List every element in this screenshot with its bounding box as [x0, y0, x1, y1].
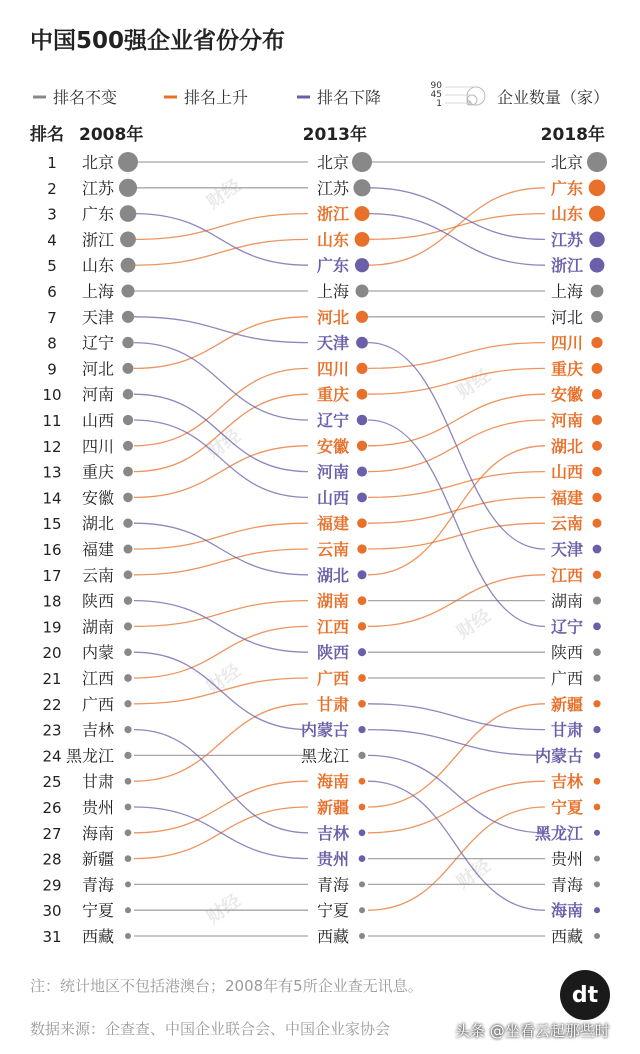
province-label-2008: 海南 [81, 823, 114, 843]
count-dot-2013 [357, 415, 368, 426]
province-label-2013: 湖南 [316, 591, 349, 611]
flow-line-2013-2018 [368, 188, 545, 240]
watermark-text: 财经 [453, 605, 495, 644]
rank-number: 29 [42, 876, 62, 895]
count-dot-2018 [593, 648, 601, 656]
count-dot-2013 [357, 467, 367, 477]
count-dot-2013 [356, 363, 367, 374]
count-dot-2013 [357, 492, 367, 502]
count-dot-2013 [358, 752, 365, 759]
rank-number: 17 [42, 566, 62, 585]
province-label-2013: 江西 [316, 617, 349, 637]
province-label-2018: 广东 [550, 178, 583, 198]
province-label-2018: 宁夏 [550, 798, 583, 817]
count-dot-2013 [352, 152, 372, 172]
count-dot-2018 [593, 545, 602, 554]
province-label-2013: 天津 [316, 333, 349, 353]
province-label-2013: 广西 [316, 669, 349, 688]
count-dot-2008 [123, 519, 132, 528]
flow-line-2008-2013 [134, 626, 308, 678]
count-dot-2013 [356, 285, 369, 298]
footnote: 注：统计地区不包括港澳台；2008年有5所企业查无讯息。 [30, 977, 423, 995]
count-dot-2013 [359, 907, 365, 913]
province-label-2008: 广西 [81, 694, 114, 714]
province-label-2008: 贵州 [81, 798, 114, 817]
rank-number: 15 [42, 515, 62, 534]
province-label-2018: 天津 [550, 540, 583, 559]
rank-number: 25 [42, 773, 62, 792]
province-label-2018: 安徽 [550, 385, 583, 405]
province-label-2013: 上海 [316, 282, 349, 301]
flow-line-2008-2013 [134, 317, 308, 369]
rank-number: 9 [47, 360, 57, 379]
count-dot-2018 [591, 285, 604, 298]
rank-number: 12 [42, 437, 62, 456]
count-dot-2018 [593, 571, 601, 579]
count-dot-2013 [355, 232, 370, 247]
province-label-2013: 北京 [316, 153, 349, 172]
count-dot-2008 [124, 622, 132, 630]
rank-number: 1 [47, 154, 57, 172]
count-dot-2008 [118, 152, 138, 172]
count-dot-2018 [592, 415, 602, 425]
flow-line-2013-2018 [368, 343, 545, 369]
rank-number: 7 [47, 308, 57, 327]
count-dot-2008 [122, 337, 133, 348]
province-label-2008: 江苏 [81, 178, 114, 198]
flow-line-2008-2013 [134, 343, 308, 420]
count-dot-2018 [592, 363, 603, 374]
count-dot-2008 [125, 778, 132, 785]
count-dot-2013 [357, 441, 367, 451]
rank-number: 26 [42, 799, 62, 817]
flow-line-2008-2013 [134, 601, 308, 653]
count-dot-2013 [357, 570, 366, 579]
rank-number: 23 [42, 721, 62, 740]
rank-number: 20 [42, 644, 62, 663]
count-dot-2013 [356, 337, 368, 349]
flow-line-2008-2013 [134, 781, 308, 833]
rank-number: 10 [42, 386, 62, 405]
watermark-text: 财经 [453, 365, 495, 404]
province-label-2018: 辽宁 [550, 617, 583, 637]
province-label-2013: 河北 [316, 307, 349, 327]
province-label-2008: 山西 [81, 411, 114, 430]
province-label-2013: 吉林 [316, 823, 349, 843]
flow-line-2008-2013 [134, 730, 308, 833]
count-dot-2018 [594, 830, 600, 836]
rank-number: 21 [42, 670, 62, 688]
province-label-2018: 青海 [550, 875, 583, 895]
province-label-2018: 河南 [550, 411, 583, 430]
legend-size-tick: 90 [430, 81, 442, 91]
count-dot-2013 [359, 829, 366, 836]
count-dot-2008 [123, 467, 133, 477]
province-label-2013: 河南 [316, 462, 349, 482]
province-label-2013: 西藏 [316, 927, 349, 946]
count-dot-2013 [355, 258, 369, 272]
count-dot-2018 [592, 519, 601, 528]
province-label-2013: 福建 [316, 514, 349, 534]
province-label-2008: 湖北 [81, 514, 114, 534]
count-dot-2008 [125, 933, 131, 939]
flow-line-2013-2018 [368, 704, 545, 807]
count-dot-2013 [354, 206, 369, 221]
count-dot-2008 [124, 596, 132, 604]
count-dot-2018 [592, 467, 602, 477]
rank-number: 24 [42, 747, 62, 766]
province-label-2008: 黑龙江 [65, 746, 114, 766]
flow-line-2013-2018 [368, 472, 545, 498]
count-dot-2018 [592, 389, 602, 399]
count-dot-2018 [589, 180, 606, 197]
flow-line-2013-2018 [368, 755, 545, 832]
legend-size-tick: 1 [436, 99, 442, 109]
flow-line-2013-2018 [368, 781, 545, 833]
province-label-2008: 山东 [81, 256, 114, 276]
province-label-2018: 新疆 [550, 694, 583, 714]
province-label-2013: 海南 [316, 772, 349, 792]
province-label-2018: 四川 [550, 333, 583, 353]
province-label-2013: 宁夏 [316, 901, 349, 921]
flow-line-2008-2013 [134, 807, 308, 859]
watermark-text: 财经 [453, 855, 495, 894]
province-label-2013: 山西 [316, 488, 349, 508]
rank-number: 8 [47, 334, 57, 353]
count-dot-2008 [125, 907, 131, 913]
province-label-2013: 云南 [316, 540, 349, 559]
province-label-2008: 广东 [81, 204, 114, 224]
province-label-2018: 重庆 [550, 359, 583, 379]
count-dot-2018 [594, 778, 601, 785]
province-label-2018: 上海 [550, 282, 583, 301]
flow-line-2008-2013 [134, 601, 308, 627]
province-label-2018: 河北 [550, 307, 583, 327]
province-label-2008: 河南 [81, 385, 114, 405]
flow-line-2013-2018 [368, 781, 545, 910]
count-dot-2008 [125, 804, 132, 811]
chart-title: 中国500强企业省份分布 [30, 28, 286, 54]
flow-line-2008-2013 [134, 652, 308, 729]
province-label-2008: 浙江 [81, 230, 114, 250]
count-dot-2013 [359, 855, 366, 862]
count-dot-2018 [590, 258, 605, 273]
province-label-2018: 贵州 [550, 849, 583, 869]
province-label-2008: 陕西 [81, 591, 114, 611]
count-dot-2008 [123, 544, 132, 553]
flow-line-2008-2013 [134, 523, 308, 549]
province-label-2018: 甘肃 [550, 720, 583, 740]
year-header-2008: 2008年 [79, 125, 144, 145]
province-label-2008: 青海 [81, 875, 114, 895]
rank-number: 6 [47, 283, 57, 301]
data-source: 数据来源：企查查、中国企业联合会、中国企业家协会 [30, 1020, 391, 1038]
count-dot-2008 [121, 258, 136, 273]
count-dot-2018 [593, 623, 601, 631]
year-header-2013: 2013年 [302, 125, 367, 145]
dt-logo: dt [560, 970, 610, 1020]
count-dot-2018 [589, 206, 605, 222]
count-dot-2013 [359, 933, 365, 939]
province-label-2008: 宁夏 [81, 901, 114, 921]
count-dot-2008 [123, 389, 134, 400]
flow-line-2013-2018 [368, 343, 545, 549]
count-dot-2008 [124, 570, 133, 579]
province-label-2008: 重庆 [81, 462, 114, 482]
legend-size-label: 企业数量（家） [497, 88, 610, 107]
count-dot-2008 [124, 674, 132, 682]
count-dot-2008 [125, 881, 131, 887]
province-label-2013: 重庆 [316, 385, 349, 405]
flow-line-2013-2018 [368, 523, 545, 549]
province-label-2018: 山西 [550, 462, 583, 482]
count-dot-2018 [594, 907, 600, 913]
count-dot-2018 [589, 232, 604, 247]
count-dot-2013 [353, 179, 370, 196]
flow-line-2008-2013 [134, 239, 308, 265]
count-dot-2013 [358, 726, 365, 733]
count-dot-2008 [124, 700, 131, 707]
flow-line-2013-2018 [368, 730, 545, 756]
rank-number: 5 [47, 257, 57, 276]
count-dot-2013 [359, 881, 365, 887]
count-dot-2013 [356, 311, 368, 323]
count-dot-2018 [591, 311, 603, 323]
province-label-2013: 黑龙江 [300, 746, 349, 766]
count-dot-2018 [594, 856, 600, 862]
province-label-2008: 安徽 [81, 488, 114, 508]
province-label-2008: 上海 [81, 282, 114, 301]
province-label-2008: 湖南 [81, 617, 114, 637]
province-label-2008: 内蒙 [81, 643, 114, 663]
count-dot-2018 [594, 933, 600, 939]
count-dot-2018 [594, 804, 601, 811]
rank-number: 4 [47, 231, 57, 250]
flow-line-2008-2013 [134, 214, 308, 266]
province-label-2018: 吉林 [550, 772, 583, 792]
province-label-2018: 广西 [550, 669, 583, 688]
legend-label-down: 排名下降 [317, 88, 382, 107]
province-label-2018: 江苏 [550, 230, 583, 250]
flow-line-2013-2018 [368, 214, 545, 240]
province-label-2018: 海南 [550, 901, 583, 921]
count-dot-2008 [123, 415, 133, 425]
count-dot-2008 [125, 855, 132, 862]
count-dot-2008 [121, 284, 134, 297]
province-label-2018: 浙江 [550, 256, 583, 276]
province-label-2018: 陕西 [550, 643, 583, 663]
rank-number: 11 [42, 412, 62, 430]
province-label-2018: 山东 [550, 204, 583, 224]
count-dot-2013 [358, 622, 366, 630]
rank-number: 13 [42, 463, 62, 482]
province-label-2018: 湖南 [550, 591, 583, 611]
province-label-2013: 浙江 [316, 204, 349, 224]
rank-number: 31 [42, 928, 62, 946]
province-label-2008: 辽宁 [81, 333, 114, 353]
province-label-2013: 四川 [316, 359, 349, 379]
count-dot-2018 [591, 337, 602, 348]
count-dot-2008 [123, 363, 134, 374]
flow-line-2008-2013 [134, 704, 308, 781]
rank-number: 27 [42, 824, 62, 843]
flow-line-2008-2013 [134, 394, 308, 471]
count-dot-2018 [592, 493, 601, 502]
province-label-2008: 福建 [81, 540, 114, 559]
rank-number: 28 [42, 850, 62, 869]
count-dot-2008 [125, 829, 132, 836]
legend-label-up: 排名上升 [184, 88, 249, 107]
flow-line-2008-2013 [134, 523, 308, 575]
rank-number: 22 [42, 695, 62, 714]
count-dot-2008 [124, 648, 132, 656]
province-label-2008: 四川 [81, 436, 114, 456]
rank-header: 排名 [30, 125, 64, 145]
count-dot-2013 [358, 700, 366, 708]
count-dot-2013 [358, 596, 367, 605]
province-label-2018: 黑龙江 [534, 823, 583, 843]
province-label-2008: 云南 [81, 565, 114, 585]
province-label-2018: 湖北 [550, 436, 583, 456]
province-label-2008: 吉林 [81, 720, 114, 740]
province-label-2008: 河北 [81, 359, 114, 379]
province-label-2018: 云南 [550, 514, 583, 534]
province-label-2013: 甘肃 [316, 694, 349, 714]
count-dot-2013 [358, 648, 366, 656]
watermark-text: 财经 [203, 660, 245, 699]
province-label-2018: 西藏 [550, 927, 583, 946]
flow-line-2008-2013 [134, 420, 308, 497]
rank-number: 2 [47, 179, 57, 198]
flow-line-2013-2018 [368, 368, 545, 394]
province-label-2013: 湖北 [316, 565, 349, 585]
count-dot-2018 [593, 700, 600, 707]
province-label-2018: 内蒙古 [534, 746, 583, 766]
count-dot-2008 [119, 179, 137, 197]
flow-line-2013-2018 [368, 497, 545, 523]
rank-number: 14 [42, 489, 62, 508]
count-dot-2013 [359, 804, 366, 811]
rank-number: 18 [42, 592, 62, 611]
flow-line-2008-2013 [134, 317, 308, 343]
watermark-text: 财经 [203, 175, 245, 214]
province-label-2013: 山东 [316, 230, 349, 250]
watermark-text: 财经 [203, 890, 245, 929]
count-dot-2013 [358, 674, 366, 682]
legend-size-tick: 45 [430, 90, 442, 100]
province-label-2013: 江苏 [316, 178, 349, 198]
province-label-2013: 安徽 [316, 436, 349, 456]
count-dot-2013 [359, 778, 366, 785]
province-label-2013: 广东 [316, 256, 349, 276]
legend-label-unchanged: 排名不变 [53, 88, 118, 107]
count-dot-2018 [594, 752, 601, 759]
flow-line-2008-2013 [134, 446, 308, 498]
count-dot-2008 [123, 441, 133, 451]
flow-line-2013-2018 [368, 394, 545, 446]
count-dot-2018 [594, 881, 600, 887]
count-dot-2008 [124, 752, 131, 759]
province-label-2008: 江西 [81, 669, 114, 688]
footer-watermark: 头条 @坐看云起那些时 [455, 1022, 610, 1040]
count-dot-2018 [593, 726, 600, 733]
rank-number: 3 [47, 205, 57, 224]
province-label-2018: 福建 [550, 488, 583, 508]
count-dot-2018 [587, 152, 607, 172]
count-dot-2008 [123, 493, 133, 503]
watermark-text: 财经 [203, 425, 245, 464]
rank-number: 19 [42, 618, 62, 637]
province-label-2013: 辽宁 [316, 411, 349, 430]
flow-line-2013-2018 [368, 214, 545, 266]
flow-line-2008-2013 [134, 368, 308, 445]
province-label-2013: 贵州 [316, 849, 349, 869]
rank-number: 30 [42, 902, 62, 921]
count-dot-2008 [124, 726, 131, 733]
province-label-2013: 新疆 [316, 798, 349, 817]
province-label-2013: 青海 [316, 875, 349, 895]
rank-number: 16 [42, 541, 62, 559]
province-label-2018: 北京 [550, 153, 583, 172]
province-label-2018: 江西 [550, 565, 583, 585]
count-dot-2018 [592, 441, 602, 451]
year-header-2018: 2018年 [540, 125, 605, 145]
count-dot-2013 [357, 544, 366, 553]
count-dot-2018 [593, 674, 600, 681]
province-label-2008: 新疆 [81, 849, 114, 869]
province-label-2008: 北京 [81, 153, 114, 172]
flow-line-2008-2013 [134, 549, 308, 575]
count-dot-2013 [357, 518, 367, 528]
count-dot-2013 [357, 389, 368, 400]
count-dot-2018 [593, 597, 601, 605]
count-dot-2008 [122, 311, 134, 323]
flow-line-2008-2013 [134, 214, 308, 240]
count-dot-2008 [120, 205, 137, 222]
province-label-2008: 天津 [81, 307, 114, 327]
province-label-2008: 甘肃 [81, 772, 114, 792]
province-label-2008: 西藏 [81, 927, 114, 946]
province-label-2013: 内蒙古 [300, 720, 349, 740]
province-label-2013: 陕西 [316, 643, 349, 663]
count-dot-2008 [120, 232, 136, 248]
